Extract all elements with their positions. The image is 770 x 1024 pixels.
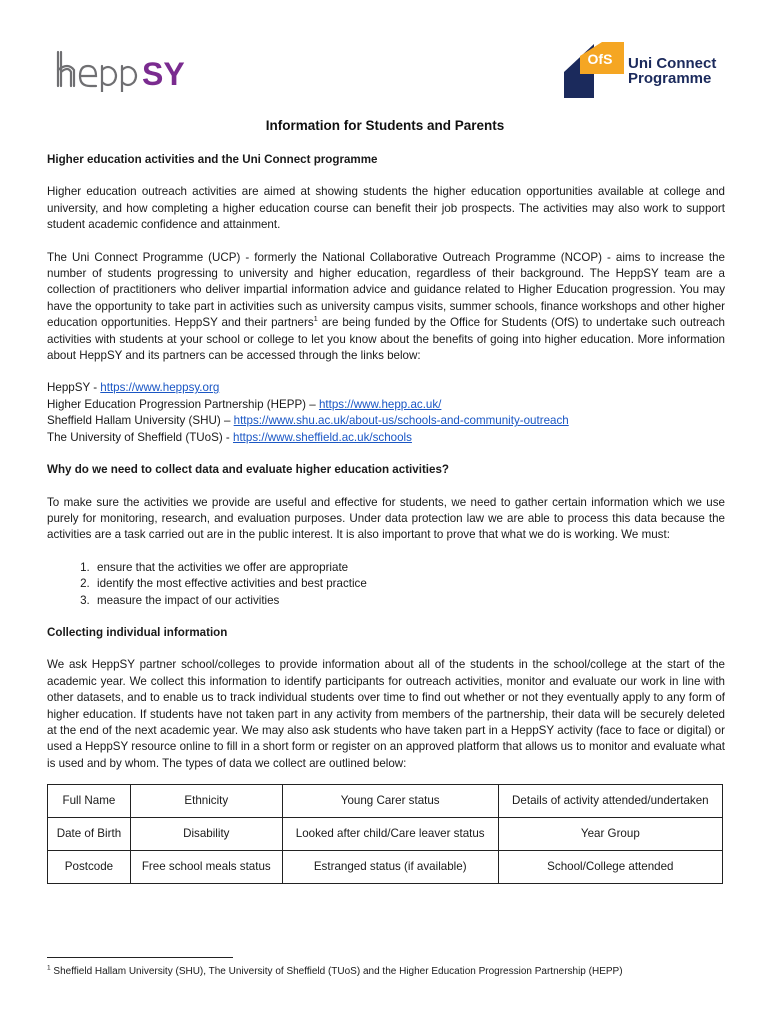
- section3-heading: Collecting individual information: [47, 625, 228, 639]
- footnote-divider: [47, 957, 233, 958]
- section3-para: We ask HeppSY partner school/colleges to provide information about all of the students in the school/college at the start of the academic year. We collect this information to identify participants for outreach activities, monitor and evaluate our work in line with other datasets, and to enable us to track individual students over time to find out whether or not they eventually apply to any form of higher education. If students have not taken part in any activity from members of the partnership, their data will be securely deleted at the end of the next academic year. We may also ask students who have taken part in a HeppSY activity (face to face or digital) or used a HeppSY resource online to fill in a short form or register on an approved platform that allows us to monitor and evaluate what is used and by whom. The types of data we collect are outlined below:: [47, 658, 725, 770]
- table-cell: Year Group: [498, 818, 722, 851]
- table-cell: Free school meals status: [130, 851, 282, 884]
- shu-link[interactable]: https://www.shu.ac.uk/about-us/schools-and-community-outreach: [233, 414, 569, 428]
- ucp-line1: Uni Connect: [628, 55, 717, 72]
- footnote-text: Sheffield Hallam University (SHU), The University of Sheffield (TUoS) and the Higher Education Progression Partnership (HEPP): [50, 966, 623, 977]
- table-cell: Full Name: [48, 785, 131, 818]
- ucp-line2: Programme: [628, 70, 712, 87]
- svg-text:SY: SY: [142, 56, 185, 92]
- document-body: [47, 152, 725, 884]
- list-item: 1. ensure that the activities we offer are appropriate: [93, 560, 725, 576]
- must-list: [47, 560, 725, 609]
- section1-para2: [47, 250, 725, 365]
- ofs-badge-graphic: [562, 42, 626, 100]
- section1-para2-b: are being funded by the Office for Students (OfS) to undertake such outreach activities with students at your school or college to let you know about the benefits of going into higher education. More information about HeppSY and its partners can be accessed through the links below:: [47, 316, 725, 363]
- section2-para: To make sure the activities we provide are useful and effective for students, we need to gather certain information which we use purely for monitoring, research, and evaluation purposes. Under data protection law we are able to process this data because the activities are a task carried out are in the public interest. It is also important to prove that what we do is working. We must:: [47, 495, 725, 542]
- link-row-heppsy: HeppSY - https://www.heppsy.org: [47, 381, 220, 395]
- link-row-shu: Sheffield Hallam University (SHU) – https://www.shu.ac.uk/about-us/schools-and-community-outreach: [47, 414, 569, 428]
- link-row-tuos: The University of Sheffield (TUoS) - https://www.sheffield.ac.uk/schools: [47, 430, 412, 444]
- uni-connect-wordmark: [628, 56, 716, 86]
- ofs-badge-text: OfS: [587, 51, 613, 67]
- table-row: [48, 818, 723, 851]
- table-row: [48, 851, 723, 884]
- section2-heading: Why do we need to collect data and evaluate higher education activities?: [47, 463, 450, 477]
- table-cell: Looked after child/Care leaver status: [282, 818, 498, 851]
- table-cell: Details of activity attended/undertaken: [498, 785, 722, 818]
- table-cell: Ethnicity: [130, 785, 282, 818]
- section1-para2-a: The Uni Connect Programme (UCP) - formerly the National Collaborative Outreach Programme (NCOP) - aims to increase the number of students progressing to university and higher education, regardless of their background. The HeppSY team are a collection of practitioners who deliver impartial information advice and guidance related to Higher Education progression. You may have the opportunity to take part in activities such as university campus visits, summer schools, finance workshops and other higher education opportunities. HeppSY and their partners: [47, 250, 725, 330]
- list-item: 2. identify the most effective activities and best practice: [93, 576, 725, 592]
- uni-connect-logo: [562, 42, 732, 100]
- tuos-link[interactable]: https://www.sheffield.ac.uk/schools: [233, 430, 412, 444]
- footnote-ref: 1: [313, 314, 318, 324]
- data-types-table: [47, 784, 723, 884]
- footnote: [47, 965, 737, 979]
- link-row-hepp: Higher Education Progression Partnership (HEPP) – https://www.hepp.ac.uk/: [47, 397, 442, 411]
- heppsy-logo: [54, 50, 194, 92]
- table-cell: Postcode: [48, 851, 131, 884]
- table-cell: Date of Birth: [48, 818, 131, 851]
- footnote-number: 1: [47, 964, 51, 972]
- table-cell: School/College attended: [498, 851, 722, 884]
- table-cell: Young Carer status: [282, 785, 498, 818]
- list-item: 3. measure the impact of our activities: [93, 593, 725, 609]
- table-row: [48, 785, 723, 818]
- partner-links: [47, 380, 725, 446]
- page-title: Information for Students and Parents: [265, 118, 505, 133]
- heppsy-link[interactable]: https://www.heppsy.org: [100, 381, 220, 395]
- section1-para1: Higher education outreach activities are aimed at showing students the higher education opportunities available at college and university, and how completing a higher education course can benefit their job prospects. The activities may also work to support student academic confidence and attainment.: [47, 185, 725, 232]
- table-cell: Estranged status (if available): [282, 851, 498, 884]
- heppsy-logo-graphic: [54, 50, 194, 92]
- table-cell: Disability: [130, 818, 282, 851]
- section1-heading: Higher education activities and the Uni Connect programme: [47, 153, 378, 166]
- hepp-link[interactable]: https://www.hepp.ac.uk/: [318, 397, 442, 411]
